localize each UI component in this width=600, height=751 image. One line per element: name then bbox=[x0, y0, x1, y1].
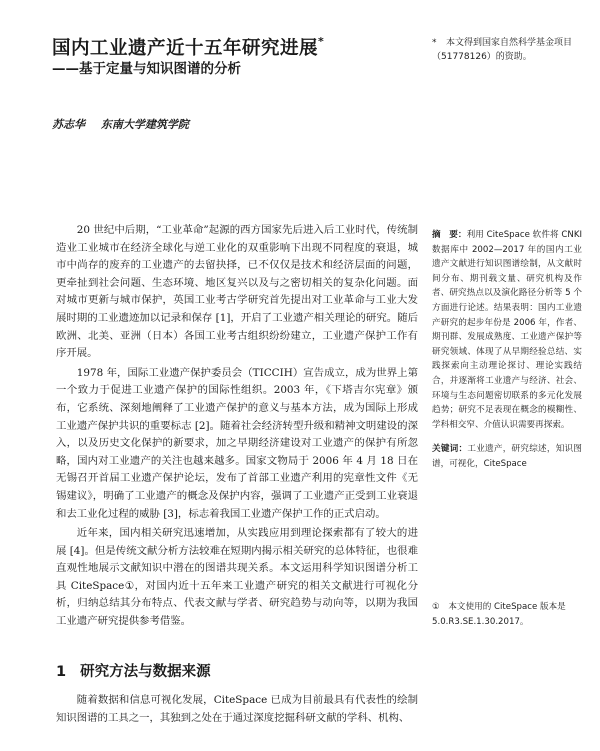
abstract-block bbox=[432, 228, 582, 432]
author-affiliation: 东南大学建筑学院 bbox=[100, 118, 189, 131]
fund-note-text: 本文得到国家自然科学基金项目（51778126）的资助。 bbox=[432, 38, 573, 62]
body-text bbox=[56, 222, 418, 631]
fund-note bbox=[432, 36, 582, 64]
keywords-block bbox=[432, 442, 582, 471]
section-heading bbox=[56, 660, 211, 681]
article-title bbox=[52, 32, 412, 61]
keywords-label: 关键词： bbox=[432, 444, 468, 455]
section-number: 1 bbox=[56, 664, 67, 680]
abstract-text: 利用 CiteSpace 软件将 CNKI 数据库中 2002—2017 年的国内工业遗产文献进行知识图谱绘制，从文献时间分布、期刊载文量、研究机构及作者、研究热点以及演化路径分析等 5 个方面进行论述。结果表明：国内工业遗产研究的起步年份是 2006 年，作者、期刊群、发展成熟度、工业遗产保护等研究领域、体现了从早期经验总结、实践探索向主动理论探讨、理论实践结合，并逐渐将工业遗产与经济、社会、环境与生态问题密切联系的多元化发展趋势；研究不足表现在概念的模糊性、学科相交窄、介值认识需要再探索。 bbox=[432, 230, 582, 430]
side-abstract bbox=[432, 228, 582, 472]
section-title: 研究方法与数据来源 bbox=[80, 664, 211, 680]
author-line bbox=[52, 116, 189, 132]
abstract-label: 摘 要： bbox=[432, 230, 467, 240]
article-subtitle: ——基于定量与知识图谱的分析 bbox=[52, 61, 241, 77]
footnote-text: 本文使用的 CiteSpace 版本是 5.0.R3.SE.1.30.2017。 bbox=[432, 602, 566, 627]
body-paragraph: 近年来，国内相关研究迅速增加，从实践应用到理论探索都有了较大的进展 [4]。但是传统文献分析方法较难在短期内揭示相关研究的总体特征，也很难直观性地展示文献知识中潜在的图谱共现关系。本文运用科学知识图谱分析工具 CiteSpace①，对国内近十五年来工业遗产研究的相关文献进行可视化分析，归纳总结其分布特点、代表文献与学者、研究趋势与动向等，以期为我国工业遗产研究提供参考借鉴。 bbox=[56, 527, 418, 628]
article-title-text: 国内工业遗产近十五年研究进展 bbox=[52, 38, 319, 60]
keywords-text: 工业遗产，研究综述，知识图谱，可视化，CiteSpace bbox=[432, 444, 582, 469]
section-paragraph: 随着数据和信息可视化发展，CiteSpace 已成为目前最具有代表性的绘制知识图谱的工具之一，其独到之处在于通过深度挖掘科研文献的学科、机构、 bbox=[56, 694, 418, 724]
section-text bbox=[56, 692, 418, 727]
footnote bbox=[432, 600, 582, 629]
body-paragraph: 1978 年，国际工业遗产保护委员会（TICCIH）宣告成立，成为世界上第一个致力于促进工业遗产保护的国际性组织。2003 年，《下塔吉尔宪章》颁布，它系统、深刻地阐释了工业遗产保护的意义与基本方法，成为国际上形成工业遗产保护共识的重要标志 [2]。随着社会经济转型升级和精神文明建设的深入，以及历史文化保护的新要求，加之早期经济建设对工业遗产的保护有所忽略，国内对工业遗产的关注也越来越多。国家文物局于 2006 年 4 月 18 日在无锡召开首届工业遗产保护论坛，发布了首部工业遗产利用的宪章性文件《无锡建议》，明确了工业遗产的概念及保护内容，强调了工业遗产正受到工业衰退和去工业化过程的威胁 [3]，标志着我国工业遗产保护工作的正式启动。 bbox=[56, 366, 418, 520]
body-paragraph: 20 世纪中后期，“工业革命”起源的西方国家先后进入后工业时代，传统制造业工业城市在经济全球化与逆工业化的双重影响下出现不同程度的衰退，城市中尚存的废弃的工业遗产的去留抉择，已不仅仅是技术和经济层面的问题，更牵扯到社会问题、生态环境、地区复兴以及与之密切相关的复杂化问题。面对城市更新与城市保护，英国工业考古学研究首先提出对工业革命与工业大发展时期的工业遗迹加以记录和保存 [1]，开启了工业遗产相关理论的研究。随后欧洲、北美、亚洲（日本）各国工业考古组织纷纷建立，工业遗产保护工作有序开展。 bbox=[56, 224, 418, 360]
author-name: 苏志华 bbox=[52, 118, 85, 131]
footnote-mark: ① bbox=[432, 602, 440, 612]
title-fund-mark: * bbox=[318, 35, 325, 48]
fund-note-mark: * bbox=[432, 38, 437, 48]
